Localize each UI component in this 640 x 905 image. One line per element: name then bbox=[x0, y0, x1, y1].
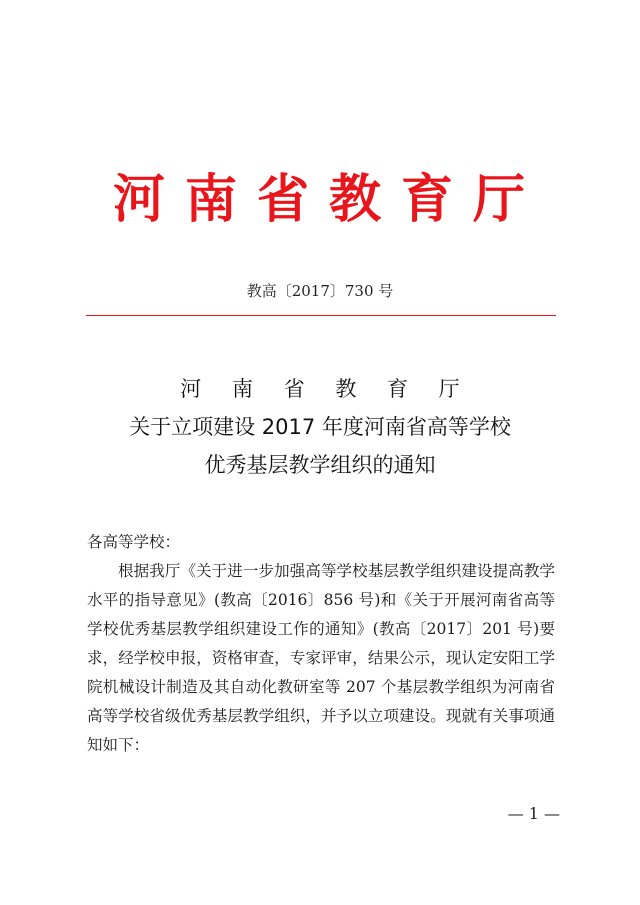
body-paragraph: 根据我厅《关于进一步加强高等学校基层教学组织建设提高教学水平的指导意见》(教高〔2016〕856 号)和《关于开展河南省高等学校优秀基层教学组织建设工作的通知》(教高〔2017〕201 号)要求，经学校申报，资格审查，专家评审，结果公示，现认定安阳工学院机械设计制造及其自动化教研室等 207 个基层教学组织为河南省高等学校省级优秀基层教学组织，并予以立项建设。现就有关事项通知如下： bbox=[87, 562, 555, 754]
salutation: 各高等学校： bbox=[87, 533, 181, 551]
agency-header-title: 河南省教育厅 bbox=[112, 169, 545, 230]
notice-title-line-3: 优秀基层教学组织的通知 bbox=[204, 453, 436, 477]
notice-title-line-1: 河 南 省 教 育 厅 bbox=[180, 377, 472, 401]
notice-title-line-2: 关于立项建设 2017 年度河南省高等学校 bbox=[129, 415, 511, 439]
red-divider-line bbox=[86, 315, 556, 316]
notice-title bbox=[0, 370, 640, 484]
notice-body bbox=[87, 528, 555, 760]
page-number: — 1 — bbox=[507, 804, 560, 823]
document-number: 教高〔2017〕730 号 bbox=[246, 282, 394, 300]
